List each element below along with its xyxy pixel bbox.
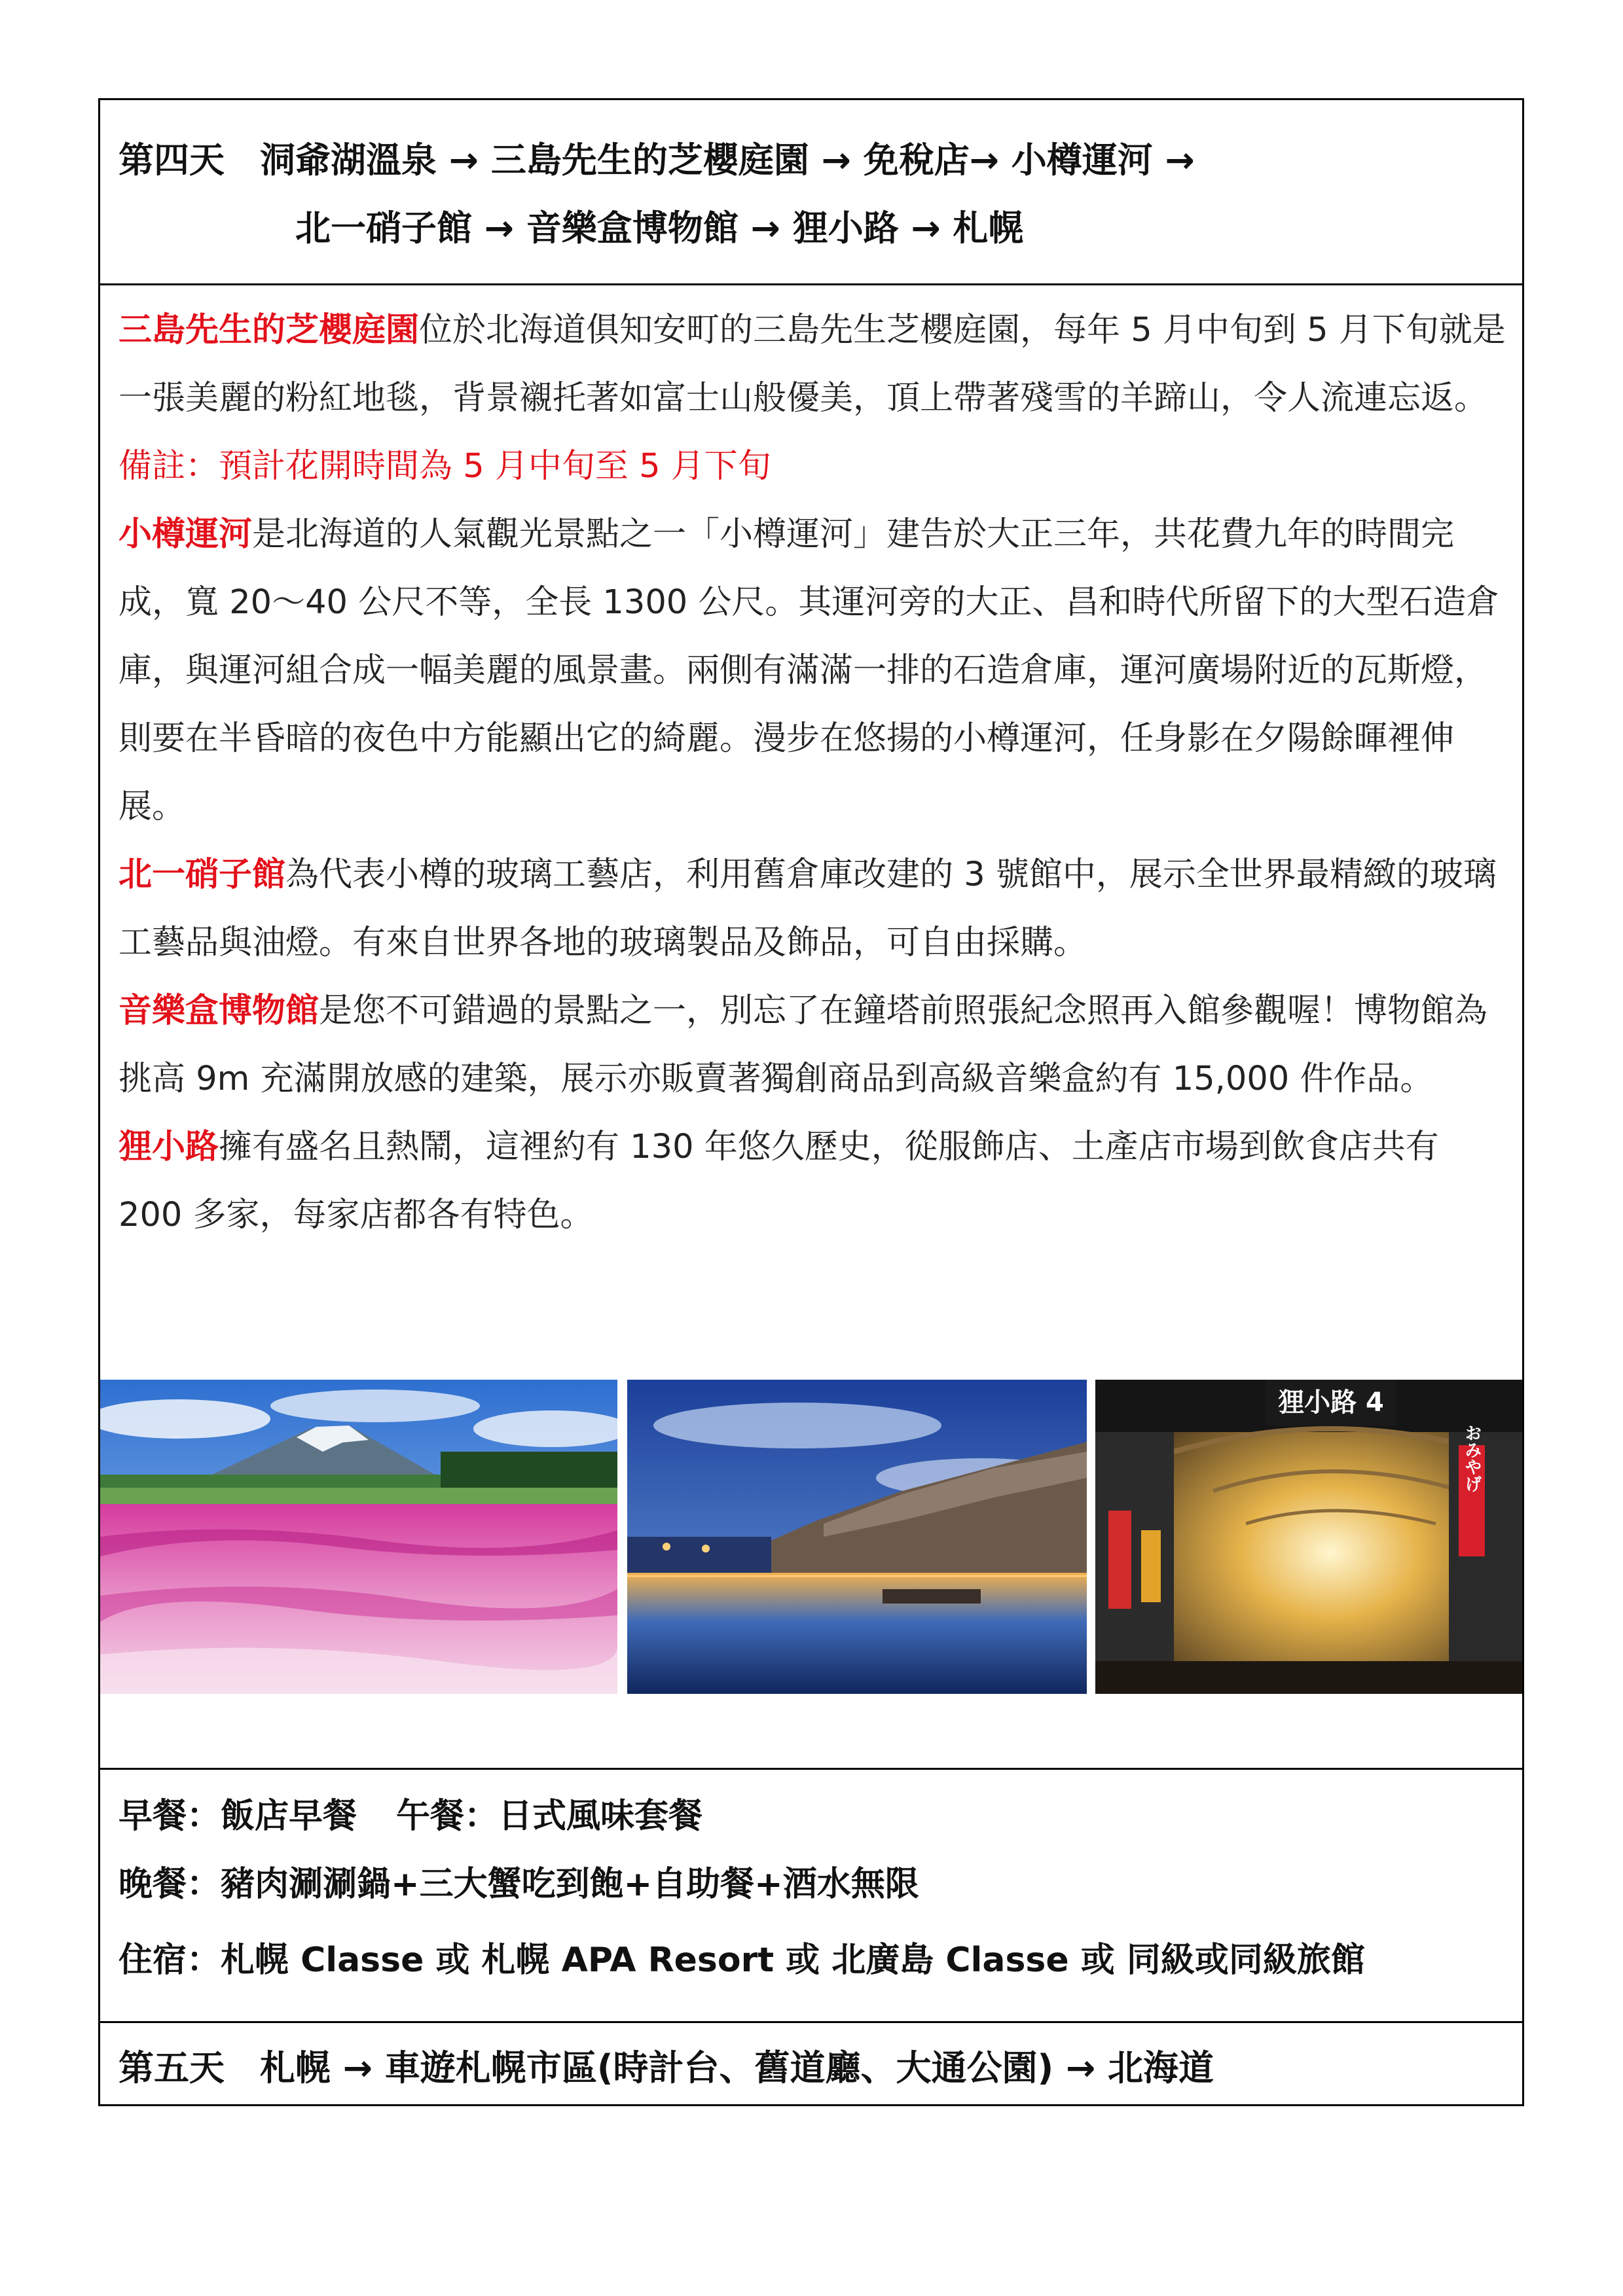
highlight-tanukikoji: 狸小路 <box>119 1128 219 1166</box>
text-kitaichi-glass: 為代表小樽的玻璃工藝店，利用舊倉庫改建的 3 號館中，展示全世界最精緻的玻璃工藝品與油燈。有來自世界各地的玻璃製品及飾品，可自由採購。 <box>119 855 1497 962</box>
day4-title-line1: 第四天 洞爺湖溫泉 → 三島先生的芝櫻庭園 → 免稅店→ 小樽運河 → <box>119 139 1195 181</box>
dinner-text: 晚餐：豬肉涮涮鍋+三大蟹吃到飽+自助餐+酒水無限 <box>119 1865 919 1904</box>
day5-title: 第五天 札幌 → 車遊札幌市區(時計台、舊道廳、大通公園) → 北海道 <box>119 2047 1214 2089</box>
breakfast-text: 早餐：飯店早餐 <box>119 1797 357 1836</box>
paragraph-shibazakura <box>119 296 1510 433</box>
day4-title-line2-text: 北一硝子館 → 音樂盒博物館 → 狸小路 → 札幌 <box>295 207 1024 249</box>
text-music-box-museum: 是您不可錯過的景點之一，別忘了在鐘塔前照張紀念照再入館參觀喔！博物館為挑高 9m 充滿開放感的建築，展示亦販賣著獨創商品到高級音樂盒約有 15,000 件作品。 <box>119 992 1488 1098</box>
highlight-otaru-canal: 小樽運河 <box>119 515 253 554</box>
arcade-sign-text: 狸小路 4 <box>1278 1388 1384 1418</box>
souvenir-banner-text: おみやげ <box>1462 1424 1482 1492</box>
lodging-text: 住宿：札幌 Classe 或 札幌 APA Resort 或 北廣島 Classe 或 同級或同級旅館 <box>119 1941 1365 1980</box>
divider <box>100 1768 1522 1770</box>
otaru-canal-photo <box>627 1380 1087 1694</box>
day4-title-line2 <box>119 194 1024 262</box>
highlight-shibazakura: 三島先生的芝櫻庭園 <box>119 311 420 350</box>
bloom-note: 備註：預計花開時間為 5 月中旬至 5 月下旬 <box>119 447 771 486</box>
divider <box>100 2021 1522 2023</box>
shibazakura-photo <box>100 1380 617 1694</box>
divider <box>100 283 1522 285</box>
paragraph-kitaichi-glass <box>119 841 1510 977</box>
highlight-kitaichi-glass: 北一硝子館 <box>119 855 286 894</box>
photo-strip <box>100 1380 1522 1694</box>
day4-description <box>119 296 1510 1249</box>
paragraph-otaru-canal <box>119 501 1510 841</box>
paragraph-music-box-museum <box>119 977 1510 1113</box>
text-shibazakura: 位於北海道俱知安町的三島先生芝櫻庭園，每年 5 月中旬到 5 月下旬就是一張美麗的粉紅地毯，背景襯托著如富士山般優美，頂上帶著殘雪的羊蹄山，令人流連忘返。 <box>119 311 1506 418</box>
itinerary-table <box>98 98 1524 2106</box>
text-tanukikoji: 擁有盛名且熱鬧，這裡約有 130 年悠久歷史，從服飾店、土產店市場到飲食店共有 200 多家，每家店都各有特色。 <box>119 1128 1439 1234</box>
tanukikoji-photo <box>1095 1380 1522 1694</box>
text-otaru-canal: 是北海道的人氣觀光景點之一「小樽運河」建告於大正三年，共花費九年的時間完成，寬 20～40 公尺不等，全長 1300 公尺。其運河旁的大正、昌和時代所留下的大型石造倉庫，與運河組合成一幅美麗的風景畫。兩側有滿滿一排的石造倉庫，運河廣場附近的瓦斯燈，則要在半昏暗的夜色中方能顯出它的綺麗。漫步在悠揚的小樽運河，任身影在夕陽餘暉裡伸展。 <box>119 515 1500 826</box>
highlight-music-box-museum: 音樂盒博物館 <box>119 992 319 1030</box>
paragraph-tanukikoji <box>119 1113 1510 1249</box>
meals-line1 <box>119 1782 702 1850</box>
lunch-text: 午餐：日式風味套餐 <box>396 1797 703 1836</box>
